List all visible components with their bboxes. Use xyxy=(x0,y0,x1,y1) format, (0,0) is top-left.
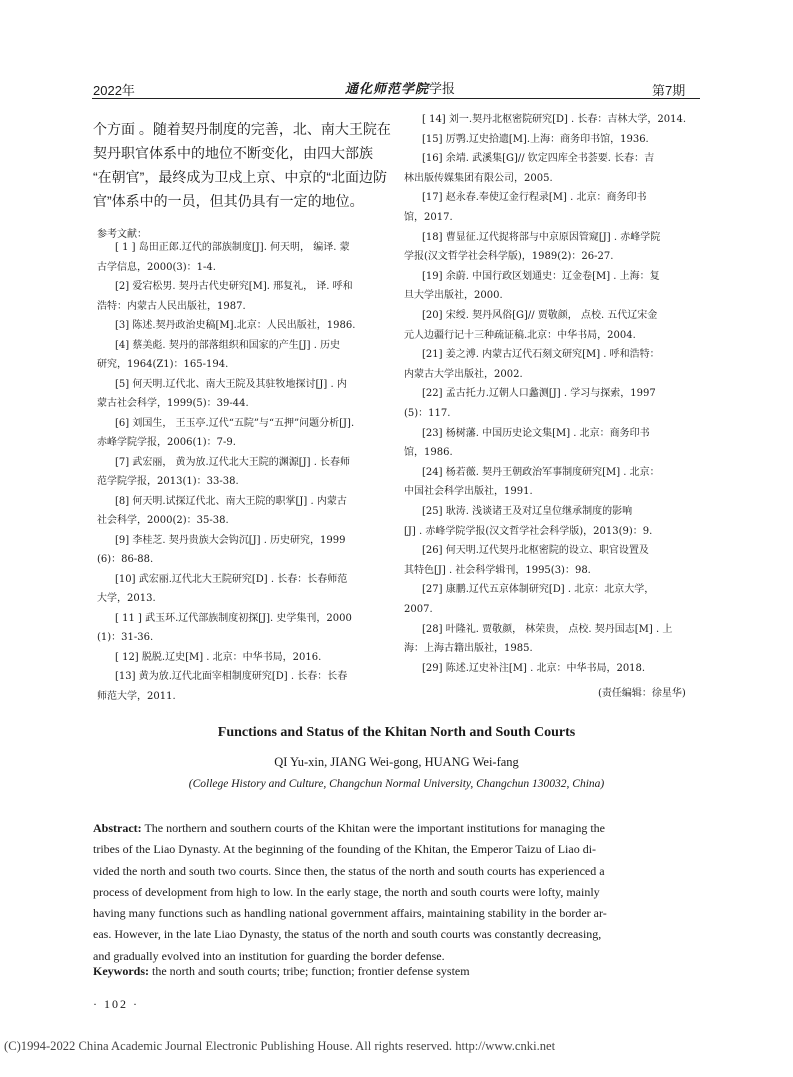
abstract-label: Abstract: xyxy=(93,821,142,835)
reference-line: 海：上海古籍出版社，1985. xyxy=(404,643,533,655)
reference-line: 中国社会科学出版社，1991. xyxy=(404,486,533,498)
reference-entry xyxy=(404,306,701,345)
reference-line: [20] 宋绶. 契丹风俗[G]// 贾敬颜， 点校. 五代辽宋金 xyxy=(422,310,658,321)
reference-line: 浩特：内蒙古人民出版社，1987. xyxy=(97,300,246,312)
reference-entry xyxy=(404,228,701,267)
abstract-line: vided the north and south two courts. Since then, the status of the north and south courts has experienced a xyxy=(93,863,605,878)
reference-line: 学报(汉文哲学社会科学版)，1989(2)：26-27. xyxy=(404,251,614,263)
english-affiliation: (College History and Culture, Changchun Normal University, Changchun 130032, China) xyxy=(188,778,605,790)
reference-line: [ 14] 刘一.契丹北枢密院研究[D] . 长春：吉林大学，2014. xyxy=(422,114,687,125)
reference-line: [17] 赵永春.奉使辽金行程录[M] . 北京：商务印书 xyxy=(422,192,647,204)
editor-note: (责任编辑：徐星华) xyxy=(598,688,686,699)
reference-entry xyxy=(404,130,701,150)
page-number: · 102 · xyxy=(93,997,139,1011)
body-paragraph xyxy=(93,117,393,213)
reference-entry xyxy=(404,580,701,619)
reference-entry xyxy=(97,570,393,609)
reference-line: [29] 陈述.辽史补注[M] . 北京：中华书局，2018. xyxy=(422,662,646,674)
abstract-line: tribes of the Liao Dynasty. At the beginning of the founding of the Khitan, the Emperor Taizu of Liao di- xyxy=(93,842,597,857)
reference-line: [5] 何天明.辽代北、南大王院及其驻牧地探讨[J] . 内 xyxy=(115,378,347,390)
reference-entry xyxy=(404,424,701,463)
reference-line: [27] 康鹏.辽代五京体制研究[D] . 北京：北京大学， xyxy=(422,584,655,596)
journal-seal-logo: 通化师范学院 xyxy=(345,82,430,97)
body-line: 个方面 。随着契丹制度的完善，北、南大王院在 xyxy=(93,121,391,137)
reference-entry xyxy=(97,375,393,414)
body-line: “在朝官”，最终成为卫戍上京、中京的“北面边防 xyxy=(93,169,387,185)
reference-line: [18] 曹显征.辽代捉将部与中京原因管窥[J] . 赤峰学院 xyxy=(422,231,661,243)
header-rule xyxy=(92,98,700,99)
reference-line: [ 12] 脱脱.辽史[M] . 北京：中华书局，2016. xyxy=(115,651,322,663)
reference-line: 研究，1964(Z1)：165-194. xyxy=(97,359,229,370)
reference-line: [15] 厉鹗.辽史拾遗[M].上海：商务印书馆，1936. xyxy=(422,133,649,145)
reference-line: [J] . 赤峰学院学报(汉文哲学社会科学版)，2013(9)：9. xyxy=(404,525,653,537)
journal-suffix: 学报 xyxy=(429,82,456,97)
body-line: 官”体系中的一员，但其仍具有一定的地位。 xyxy=(93,193,364,209)
reference-line: [16] 余靖. 武溪集[G]// 钦定四库全书荟要. 长春：吉 xyxy=(422,153,655,165)
reference-line: (5)：117. xyxy=(404,407,451,419)
english-keywords xyxy=(93,964,470,979)
abstract-line: eas. However, in the late Liao Dynasty, the status of the north and south courts was constantly decreasing, xyxy=(93,927,602,942)
reference-line: [22] 孟古托力.辽朝人口蠡测[J] . 学习与探索，1997 xyxy=(422,388,656,400)
reference-entry xyxy=(97,316,393,336)
reference-entry xyxy=(404,463,701,502)
reference-line: 林出版传媒集团有限公司，2005. xyxy=(404,172,553,184)
header-journal-title xyxy=(345,78,455,97)
body-line: 契丹职官体系中的地位不断变化，由四大部族 xyxy=(93,145,373,161)
keywords-label: Keywords: xyxy=(93,964,149,978)
reference-line: [21] 姜之溥. 内蒙古辽代石刻文研究[M] . 呼和浩特： xyxy=(422,349,660,361)
abstract-line: process of development from high to low. In the early stage, the north and south courts were lofty, mainly xyxy=(93,884,600,899)
reference-entry xyxy=(97,336,393,375)
abstract-text: The northern and southern courts of the Khitan were the important institutions for managing the xyxy=(141,821,605,835)
reference-line: 馆，1986. xyxy=(404,447,453,459)
abstract-line xyxy=(93,818,701,839)
reference-line: [3] 陈述.契丹政治史稿[M].北京：人民出版社，1986. xyxy=(115,320,356,331)
reference-line: (6)：86-88. xyxy=(97,554,154,565)
reference-line: 元人边疆行记十三种疏证稿.北京：中华书局，2004. xyxy=(404,329,636,341)
reference-line: [7] 武宏丽， 黄为放.辽代北大王院的渊源[J] . 长春师 xyxy=(115,456,351,468)
reference-line: [ 11 ] 武玉环.辽代部族制度初探[J]. 史学集刊，2000 xyxy=(115,612,352,624)
reference-entry xyxy=(404,502,701,541)
reference-entry xyxy=(404,267,701,306)
reference-line: [9] 李桂芝. 契丹贵族大会钩沉[J] . 历史研究，1999 xyxy=(115,534,346,546)
reference-line: [24] 杨若薇. 契丹王朝政治军事制度研究[M] . 北京： xyxy=(422,466,660,478)
reference-line: 其特色[J] . 社会科学辑刊，1995(3)：98. xyxy=(404,564,591,576)
reference-entry xyxy=(97,667,393,706)
copyright-footer: (C)1994-2022 China Academic Journal Electronic Publishing House. All rights reserved. http://www.cnki.net xyxy=(4,1039,556,1053)
english-title: Functions and Status of the Khitan North and South Courts xyxy=(217,725,576,740)
reference-line: [26] 何天明.辽代契丹北枢密院的设立、职官设置及 xyxy=(422,545,649,557)
reference-line: [25] 耿涛. 浅谈诸王及对辽皇位继承制度的影响 xyxy=(422,506,633,517)
reference-line: [8] 何天明.试探辽代北、南大王院的职掌[J] . 内蒙古 xyxy=(115,495,347,507)
reference-line: [13] 黄为放.辽代北面宰相制度研究[D] . 长春：长春 xyxy=(115,671,348,682)
reference-line: 大学，2013. xyxy=(97,593,156,604)
reference-entry xyxy=(97,414,393,453)
reference-entry xyxy=(404,384,701,423)
reference-line: 范学院学报，2013(1)：33-38. xyxy=(97,476,239,487)
reference-line: 赤峰学院学报，2006(1)：7-9. xyxy=(97,437,236,448)
reference-line: 馆，2017. xyxy=(404,211,453,223)
reference-entry xyxy=(97,609,393,648)
reference-entry xyxy=(404,149,701,188)
reference-line: 旦大学出版社，2000. xyxy=(404,290,503,302)
reference-line: [28] 叶隆礼. 贾敬颜， 林荣贵， 点校. 契丹国志[M] . 上 xyxy=(422,623,673,635)
reference-entry xyxy=(97,277,393,316)
abstract-line: and gradually evolved into an institution for guarding the border defense. xyxy=(93,948,445,963)
reference-entry xyxy=(97,648,393,668)
reference-entry xyxy=(97,238,393,277)
reference-line: 社会科学，2000(2)：35-38. xyxy=(97,515,229,526)
reference-entry xyxy=(97,531,393,570)
reference-entry xyxy=(404,110,701,130)
references-title: 参考文献： xyxy=(97,229,147,240)
reference-line: [2] 爱宕松男. 契丹古代史研究[M]. 邢复礼， 译. 呼和 xyxy=(115,281,353,292)
reference-line: (1)：31-36. xyxy=(97,632,154,643)
reference-line: 师范大学，2011. xyxy=(97,690,176,702)
reference-entry xyxy=(404,659,701,679)
reference-line: [23] 杨树藩. 中国历史论文集[M] . 北京：商务印书 xyxy=(422,427,650,439)
reference-entry xyxy=(404,541,701,580)
header-year: 2022年 xyxy=(93,83,135,98)
reference-line: [10] 武宏丽.辽代北大王院研究[D] . 长春：长春师范 xyxy=(115,573,348,585)
english-abstract xyxy=(93,818,701,967)
reference-entry xyxy=(404,188,701,227)
english-authors: QI Yu-xin, JIANG Wei-gong, HUANG Wei-fang xyxy=(274,755,519,769)
reference-line: [19] 余蔚. 中国行政区划通史：辽金卷[M] . 上海：复 xyxy=(422,270,660,282)
reference-line: 2007. xyxy=(404,603,433,615)
reference-line: 古学信息，2000(3)：1-4. xyxy=(97,261,216,273)
reference-entry xyxy=(404,620,701,659)
reference-line: [4] 蔡美彪. 契丹的部落组织和国家的产生[J] . 历史 xyxy=(115,339,341,351)
abstract-line: having many functions such as handling national government affairs, maintaining stability in the border ar- xyxy=(93,906,607,921)
header-issue: 第7期 xyxy=(652,83,686,98)
reference-entry xyxy=(97,453,393,492)
reference-line: [ 1 ] 岛田正郎.辽代的部族制度[J]. 何天明， 编译. 蒙 xyxy=(115,242,350,253)
keywords-text: the north and south courts; tribe; function; frontier defense system xyxy=(149,964,470,978)
reference-line: 蒙古社会科学，1999(5)：39-44. xyxy=(97,398,249,409)
reference-line: 内蒙古大学出版社，2002. xyxy=(404,368,523,380)
reference-entry xyxy=(97,492,393,531)
reference-line: [6] 刘国生， 王玉亭.辽代“五院”与“五押”问题分析[J]. xyxy=(115,417,355,429)
reference-entry xyxy=(404,345,701,384)
